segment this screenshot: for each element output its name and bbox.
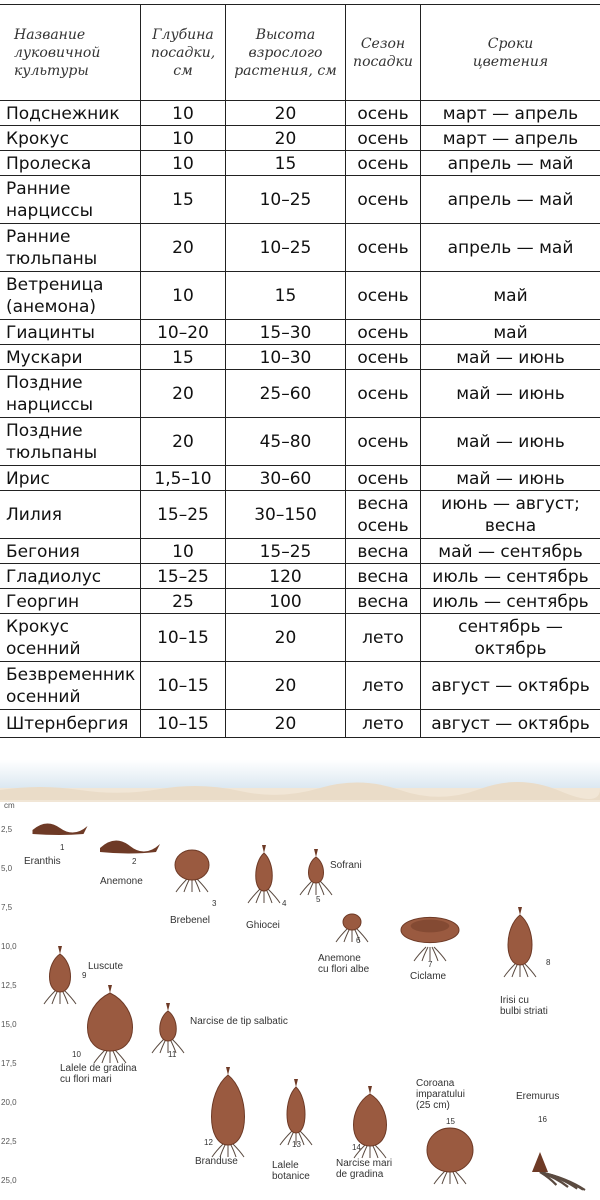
header-height: Высота взрослого растения, см [225, 5, 345, 101]
bulb-shape [212, 1075, 245, 1145]
bulb-label: Branduse [195, 1156, 238, 1167]
bulb-tip [108, 985, 112, 993]
cell-name: Ветреница (анемона) [6, 275, 104, 317]
bulb-shape [508, 915, 532, 965]
cell-height: 15 [225, 151, 345, 176]
header-name: Название луковичной культуры [14, 27, 101, 79]
cell-season: лето [345, 614, 420, 662]
bulb-tip [518, 907, 522, 915]
bulb-number: 15 [446, 1117, 455, 1126]
cell-height: 120 [225, 564, 345, 589]
bulb-12 [195, 1067, 245, 1167]
cell-name: Безвременник осенний [6, 665, 136, 707]
table-row [0, 150, 600, 176]
table-row [0, 490, 600, 539]
bulb-14 [336, 1086, 392, 1180]
bulb-tip [262, 845, 266, 853]
cell-height: 20 [225, 614, 345, 662]
cell-bloom: август — октябрь [420, 710, 600, 738]
cell-height: 20 [225, 126, 345, 151]
header-depth: Глубина посадки, см [140, 5, 225, 101]
cell-bloom: март — апрель [420, 101, 600, 126]
table-row [0, 125, 600, 151]
bulb-label: Coroana imparatului (25 cm) [416, 1078, 465, 1111]
cell-season: лето [345, 710, 420, 738]
cell-depth: 1,5–10 [140, 466, 225, 491]
bulb-number: 13 [292, 1140, 301, 1149]
root-line [522, 963, 528, 977]
bulb-depth-illustration [0, 760, 600, 1200]
cell-height: 20 [225, 710, 345, 738]
bulb-label: Narcise mari de gradina [336, 1158, 393, 1180]
cell-name: Подснежник [6, 103, 120, 124]
cell-season: осень [345, 466, 420, 491]
table-row [0, 369, 600, 418]
bulb-label: Lalele de gradina cu flori mari [60, 1063, 137, 1085]
cell-name: Лилия [6, 505, 62, 525]
bulb-1 [24, 823, 88, 867]
bulb-label: Ghiocei [246, 920, 280, 931]
cell-bloom: май — июнь [420, 418, 600, 466]
bulb-label: Sofrani [330, 860, 362, 871]
root-line [62, 990, 68, 1004]
cell-height: 30–150 [225, 491, 345, 539]
bulb-7 [401, 917, 459, 982]
cell-name: Гиацинты [6, 322, 95, 343]
bulb-number: 4 [282, 899, 287, 908]
cell-season: осень [345, 126, 420, 151]
bulb-shape [50, 954, 71, 992]
cell-bloom: июль — сентябрь [420, 564, 600, 589]
bulb-8 [500, 907, 551, 1017]
cell-depth: 25 [140, 589, 225, 614]
cell-depth: 15–25 [140, 491, 225, 539]
cell-height: 20 [225, 101, 345, 126]
cell-bloom: апрель — май [420, 224, 600, 272]
bulb-number: 6 [356, 936, 361, 945]
cell-bloom: апрель — май [420, 176, 600, 224]
bulb-label: Brebenel [170, 915, 211, 926]
bulb-shape [354, 1094, 387, 1146]
table-row [0, 344, 600, 370]
cell-depth: 20 [140, 224, 225, 272]
table-row [0, 563, 600, 589]
cell-name: Гладиолус [6, 566, 102, 587]
bulb-shape [343, 914, 361, 930]
bulb-number: 14 [352, 1143, 361, 1152]
table-row [0, 417, 600, 466]
scale-tick-label: 25,0 [1, 1176, 17, 1185]
root-line [432, 947, 438, 961]
cell-name: Бегония [6, 541, 80, 562]
table-row [0, 709, 600, 738]
cell-season: осень [345, 151, 420, 176]
bulb-number: 3 [212, 899, 217, 908]
root-line [52, 990, 58, 1004]
bulb-tip [314, 849, 318, 857]
root-line [318, 881, 324, 895]
tuber-top [411, 920, 450, 933]
cell-height: 30–60 [225, 466, 345, 491]
bulb-label: Ciclame [410, 971, 447, 982]
cell-height: 15–30 [225, 320, 345, 345]
table-row [0, 613, 600, 662]
root-line [160, 1039, 166, 1053]
cell-depth: 10 [140, 101, 225, 126]
cell-bloom: май [420, 272, 600, 320]
bulb-number: 8 [546, 958, 551, 967]
cell-depth: 10–15 [140, 710, 225, 738]
scale-tick-label: 7,5 [1, 903, 13, 912]
bulb-number: 12 [204, 1138, 213, 1147]
bulb-shape [427, 1128, 473, 1172]
bulb-number: 11 [168, 1050, 177, 1059]
bulb-tip [166, 1003, 170, 1011]
bulb-tip [58, 946, 62, 954]
cell-depth: 15 [140, 176, 225, 224]
bulb-11 [152, 1003, 288, 1059]
cell-height: 20 [225, 662, 345, 710]
bulb-label: Eranthis [24, 856, 61, 867]
cell-height: 10–25 [225, 224, 345, 272]
cell-season: осень [345, 272, 420, 320]
cell-season: лето [345, 662, 420, 710]
bulb-shape [287, 1087, 305, 1133]
cell-bloom: март — апрель [420, 126, 600, 151]
bulb-5 [300, 849, 362, 904]
cell-bloom: май — сентябрь [420, 539, 600, 564]
cell-season: весна осень [345, 491, 420, 539]
scale-tick-label: 2,5 [1, 825, 13, 834]
bulb-tip [226, 1067, 230, 1075]
cell-bloom: апрель — май [420, 151, 600, 176]
cell-bloom: июль — сентябрь [420, 589, 600, 614]
bulb-tip [294, 1079, 298, 1087]
scale-tick-label: 22,5 [1, 1137, 17, 1146]
table-row [0, 319, 600, 345]
root-line [512, 963, 518, 977]
cell-name: Мускари [6, 347, 83, 368]
cell-name: Ранние тюльпаны [6, 227, 98, 269]
cell-bloom: сентябрь — октябрь [420, 614, 600, 662]
table-row [0, 465, 600, 491]
table-header-row [0, 4, 600, 101]
cell-name: Штернбергия [6, 714, 129, 734]
cell-name: Ирис [6, 468, 50, 489]
bulb-4 [246, 845, 287, 931]
bulb-6 [318, 914, 370, 975]
cell-season: весна [345, 539, 420, 564]
bulb-3 [170, 850, 217, 926]
bulb-13 [272, 1079, 312, 1182]
table-row [0, 588, 600, 614]
cell-season: осень [345, 345, 420, 370]
cell-depth: 10–15 [140, 662, 225, 710]
cell-name: Ранние нарциссы [6, 179, 94, 221]
bulb-label: Narcise de tip salbatic [190, 1016, 288, 1027]
cell-name: Крокус [6, 128, 69, 149]
bulb-tip [368, 1086, 372, 1094]
cell-bloom: май — июнь [420, 466, 600, 491]
cell-height: 25–60 [225, 370, 345, 418]
cell-depth: 15 [140, 345, 225, 370]
rhizome-shape [100, 840, 160, 853]
header-bloom: Сроки цветения [420, 5, 600, 101]
bulb-number: 16 [538, 1115, 547, 1124]
cell-depth: 10 [140, 539, 225, 564]
bulb-10 [60, 985, 137, 1085]
cell-height: 10–30 [225, 345, 345, 370]
cell-height: 10–25 [225, 176, 345, 224]
cell-depth: 15–25 [140, 564, 225, 589]
cell-bloom: май — июнь [420, 345, 600, 370]
scale-tick-label: 20,0 [1, 1098, 17, 1107]
scale-unit-label: cm [4, 801, 15, 810]
bulb-label: Lalele botanice [272, 1160, 310, 1182]
bulb-shape [160, 1011, 177, 1041]
root-line [266, 889, 272, 903]
root-line [308, 881, 314, 895]
cell-season: осень [345, 176, 420, 224]
cell-season: осень [345, 370, 420, 418]
bulb-number: 7 [428, 960, 433, 969]
cell-season: осень [345, 101, 420, 126]
cell-season: осень [345, 224, 420, 272]
cell-bloom: май — июнь [420, 370, 600, 418]
cell-name: Крокус осенний [6, 617, 81, 659]
bulbs-group [24, 823, 585, 1190]
scale-tick-label: 10,0 [1, 942, 17, 951]
table-row [0, 223, 600, 272]
scale-tick-label: 5,0 [1, 864, 13, 873]
cell-bloom: июнь — август; весна [420, 491, 600, 539]
rhizome-shape [33, 823, 88, 835]
cell-season: весна [345, 589, 420, 614]
cell-name: Поздние нарциссы [6, 373, 94, 415]
header-season: Сезон посадки [345, 5, 420, 101]
cell-bloom: август — октябрь [420, 662, 600, 710]
cell-height: 100 [225, 589, 345, 614]
cell-depth: 10–15 [140, 614, 225, 662]
bulb-number: 5 [316, 895, 321, 904]
table-row [0, 661, 600, 710]
table-row [0, 100, 600, 126]
bulb-shape [175, 850, 209, 880]
cell-season: осень [345, 418, 420, 466]
bulb-number: 2 [132, 857, 137, 866]
cell-name: Георгин [6, 591, 80, 612]
bulb-label: Anemone [100, 876, 143, 887]
cell-depth: 10 [140, 151, 225, 176]
crown-shape [532, 1152, 548, 1172]
root-line [422, 947, 428, 961]
table-row [0, 271, 600, 320]
bulb-shape [309, 857, 324, 883]
bulb-shape [256, 853, 273, 891]
bulb-depth-drawing [0, 760, 600, 1200]
bulb-2 [100, 840, 160, 887]
cell-depth: 20 [140, 418, 225, 466]
scale-tick-label: 12,5 [1, 981, 17, 990]
scale-tick-label: 15,0 [1, 1020, 17, 1029]
cell-season: осень [345, 320, 420, 345]
bulb-number: 9 [82, 971, 87, 980]
table-row [0, 538, 600, 564]
bulb-label: Luscute [88, 961, 124, 972]
table-row [0, 175, 600, 224]
bulb-label: Anemone cu flori albe [318, 953, 370, 975]
bulb-16 [516, 1091, 585, 1190]
cell-season: весна [345, 564, 420, 589]
bulb-15 [416, 1078, 473, 1184]
root-line [256, 889, 262, 903]
cell-depth: 10 [140, 272, 225, 320]
cell-name: Пролеска [6, 153, 92, 174]
cell-bloom: май [420, 320, 600, 345]
scale-tick-label: 17,5 [1, 1059, 17, 1068]
cell-height: 15–25 [225, 539, 345, 564]
bulb-number: 10 [72, 1050, 81, 1059]
cell-depth: 10–20 [140, 320, 225, 345]
cell-height: 45–80 [225, 418, 345, 466]
bulb-shape [88, 993, 133, 1051]
table-bottom-border [0, 737, 600, 738]
cell-height: 15 [225, 272, 345, 320]
bulb-number: 1 [60, 843, 65, 852]
cell-name: Поздние тюльпаны [6, 421, 98, 463]
cell-depth: 20 [140, 370, 225, 418]
cell-depth: 10 [140, 126, 225, 151]
bulb-label: Irisi cu bulbi striati [500, 995, 548, 1017]
depth-scale [1, 825, 17, 1185]
bulb-label: Eremurus [516, 1091, 560, 1102]
